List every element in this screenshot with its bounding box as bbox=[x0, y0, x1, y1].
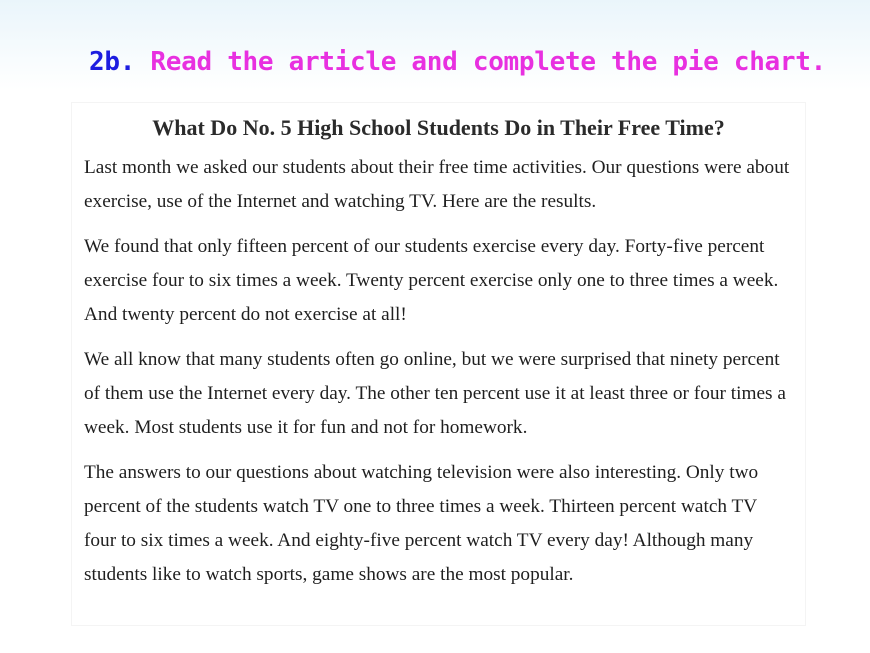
article-title: What Do No. 5 High School Students Do in Their Free Time? bbox=[152, 115, 725, 140]
article-paragraph-internet: We all know that many students often go online, but we were surprised that ninety percent of them use the Internet every day. The other ten percent use it at least three or four times a week. Most students use it for fun and not for homework. bbox=[84, 349, 786, 438]
slide-title bbox=[89, 44, 826, 80]
article-paragraph-tv: The answers to our questions about watching television were also interesting. Only two percent of the students watch TV one to three times a week. Thirteen percent watch TV four to six times a week. And eighty-five percent watch TV every day! Although many students like to watch sports, game shows are the most popular. bbox=[84, 462, 759, 585]
article-paragraph-intro: Last month we asked our students about their free time activities. Our questions were about exercise, use of the Internet and watching TV. Here are the results. bbox=[84, 157, 790, 212]
task-instruction: Read the article and complete the pie chart. bbox=[150, 47, 826, 77]
article-paragraph-exercise: We found that only fifteen percent of our students exercise every day. Forty-five percent exercise four to six times a week. Twenty percent exercise only one to three times a week. And twenty percent do not exercise at all! bbox=[84, 236, 779, 325]
task-number: 2b. bbox=[89, 47, 136, 77]
article-panel bbox=[72, 103, 805, 625]
